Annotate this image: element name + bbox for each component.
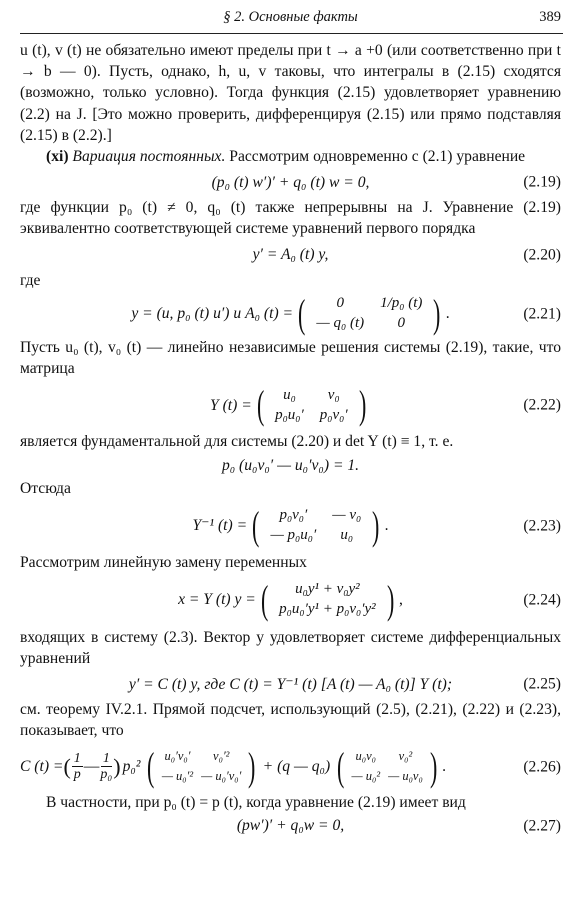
equation-lhs: y = (u, p₀ (t) u′) и A₀ (t) =: [131, 305, 294, 323]
equation-det: [20, 452, 561, 478]
item-title: Вариация постоянных.: [72, 148, 226, 166]
paragraph: входящих в систему (2.3). Вектор y удовлетворяет системе дифференциальных уравнений: [20, 628, 561, 668]
matrix-cell: p₀v₀′: [319, 406, 348, 423]
equation-2-24: [20, 573, 561, 627]
matrix-cell: — q₀ (t): [316, 315, 365, 332]
matrix-cell: u₀: [340, 527, 354, 544]
equation-body: y′ = C (t) y, где C (t) = Y⁻¹ (t) [A (t) — A₀ (t)] Y (t);: [128, 675, 453, 693]
paragraph: является фундаментальной для системы (2.20) и det Y (t) ≡ 1, т. е.: [20, 433, 454, 451]
paragraph: Отсюда: [20, 480, 71, 498]
paragraph-variation: [20, 146, 561, 167]
equation-2-23: [20, 500, 561, 552]
equation-lhs: C (t) =: [20, 758, 64, 776]
column-vector: ( u₀y¹ + v₀y² p₀u₀′y¹ + p₀v₀′y² ): [260, 576, 395, 622]
matrix-cell: — u₀²: [351, 769, 381, 784]
matrix-cell: u₀v₀: [355, 749, 377, 764]
equation-body: p₀ (u₀v₀′ — u₀′v₀) = 1.: [221, 456, 360, 474]
equation-body: (p₀ (t) w′)′ + q₀ (t) w = 0,: [211, 173, 370, 191]
matrix-cell: u₀′v₀′: [164, 749, 191, 764]
equation-2-19: [20, 167, 561, 197]
equation-2-27: [20, 813, 561, 839]
equation-2-22: [20, 379, 561, 431]
matrix-cell: 1/p₀ (t): [380, 295, 423, 312]
equation-2-21: [20, 291, 561, 337]
matrix-cell: — u₀′v₀′: [201, 769, 242, 784]
equation-2-25: [20, 669, 561, 699]
matrix-cell: 0: [397, 315, 406, 332]
paragraph: В частности, при p₀ (t) = p (t), когда уравнение (2.19) имеет вид: [46, 793, 466, 811]
paragraph: см. теорему IV.2.1. Прямой подсчет, использующий (2.5), (2.21), (2.22) и (2.23), показывает, что: [20, 701, 561, 740]
vector-cell: p₀u₀′y¹ + p₀v₀′y²: [279, 601, 376, 618]
equation-body: y′ = A₀ (t) y,: [252, 246, 329, 264]
matrix: ( u₀ v₀ p₀u₀′ p₀v₀′ ): [256, 382, 366, 428]
equation-number: (2.20): [523, 246, 561, 264]
paragraph: Рассмотрим линейную замену переменных: [20, 553, 307, 571]
matrix-cell: — u₀′²: [161, 769, 194, 784]
equation-2-26: C (t) = ( $\frac{1}{p}$ — $\frac{1}{\text{p₀}}$ ) p₀² ( u₀′v₀′ v₀′² — u₀′² — u₀′v₀′ ) + (q — q₀) ( u₀v₀ v₀² — u₀² — u₀v₀ ) . (2.26): [20, 743, 561, 789]
paragraph: u (t), v (t) не обязательно имеют пределы при t → a +0 (или соответственно при t → b — 0). Пусть, однако, h, u, v таковы, что интегралы в (2.15) сходятся (возможно, только условно). Тогда функция (2.15) удовлетворяет уравнению (2.2) на J. [Это можно проверить, дифференцируя (2.15) или прямо подставляя (2.15) в (2.2).]: [20, 42, 561, 144]
matrix-cell: — u₀v₀: [388, 769, 423, 784]
equation-number: (2.19): [523, 173, 561, 191]
coefficient: p₀²: [122, 758, 141, 776]
text-body: [20, 40, 561, 839]
fraction: $\frac{1}{\text{p₀}}$: [100, 751, 113, 783]
equation-2-20: [20, 240, 561, 270]
running-header: [0, 9, 581, 29]
matrix-cell: v₀²: [398, 749, 413, 764]
equation-body: (pw′)′ + q₀w = 0,: [236, 817, 345, 835]
equation-lhs: x = Y (t) y =: [178, 591, 256, 609]
matrix: ( p₀v₀′ — v₀ — p₀u₀′ u₀ ): [252, 502, 380, 548]
punctuation: ,: [399, 591, 403, 609]
paragraph: где: [20, 271, 41, 289]
vector-cell: u₀y¹ + v₀y²: [295, 581, 360, 598]
matrix-cell: v₀: [327, 386, 340, 403]
equation-number: (2.24): [523, 591, 561, 609]
matrix-cell: p₀v₀′: [279, 507, 308, 524]
fraction: $\frac{1}{p}$: [73, 751, 81, 783]
equation-number: (2.27): [523, 817, 561, 835]
matrix: ( 0 1/p₀ (t) — q₀ (t) 0 ): [298, 290, 441, 336]
matrix: ( u₀′v₀′ v₀′² — u₀′² — u₀′v₀′ ): [147, 743, 256, 789]
equation-number: (2.26): [523, 758, 561, 776]
matrix-cell: p₀u₀′: [275, 406, 304, 423]
equation-number: (2.22): [523, 396, 561, 414]
equation-number: (2.23): [523, 517, 561, 535]
header-rule: [20, 33, 563, 34]
matrix-cell: — p₀u₀′: [270, 527, 317, 544]
equation-lhs: Y⁻¹ (t) =: [192, 517, 248, 535]
equation-number: (2.21): [523, 305, 561, 323]
term: + (q — q₀): [262, 758, 331, 776]
paragraph: где функции p₀ (t) ≠ 0, q₀ (t) также непрерывны на J. Уравнение (2.19) эквивалентно соответствующей системе уравнений первого порядка: [20, 199, 561, 238]
matrix-cell: u₀: [283, 386, 296, 403]
paragraph: Пусть u₀ (t), v₀ (t) — линейно независимые решения системы (2.19), такие, что матрица: [20, 338, 561, 378]
punctuation: .: [442, 758, 447, 776]
matrix-cell: 0: [336, 295, 345, 312]
item-text: Рассмотрим одновременно с (2.1) уравнение: [229, 148, 526, 166]
punctuation: .: [445, 305, 450, 323]
matrix: ( u₀v₀ v₀² — u₀² — u₀v₀ ): [337, 743, 438, 789]
punctuation: .: [384, 517, 389, 535]
page-number: 389: [539, 9, 561, 25]
matrix-cell: v₀′²: [213, 749, 230, 764]
matrix-cell: — v₀: [332, 507, 362, 524]
equation-number: (2.25): [523, 675, 561, 693]
section-title: § 2. Основные факты: [223, 9, 358, 25]
equation-lhs: Y (t) =: [210, 396, 252, 414]
item-label: (xi): [46, 148, 69, 166]
